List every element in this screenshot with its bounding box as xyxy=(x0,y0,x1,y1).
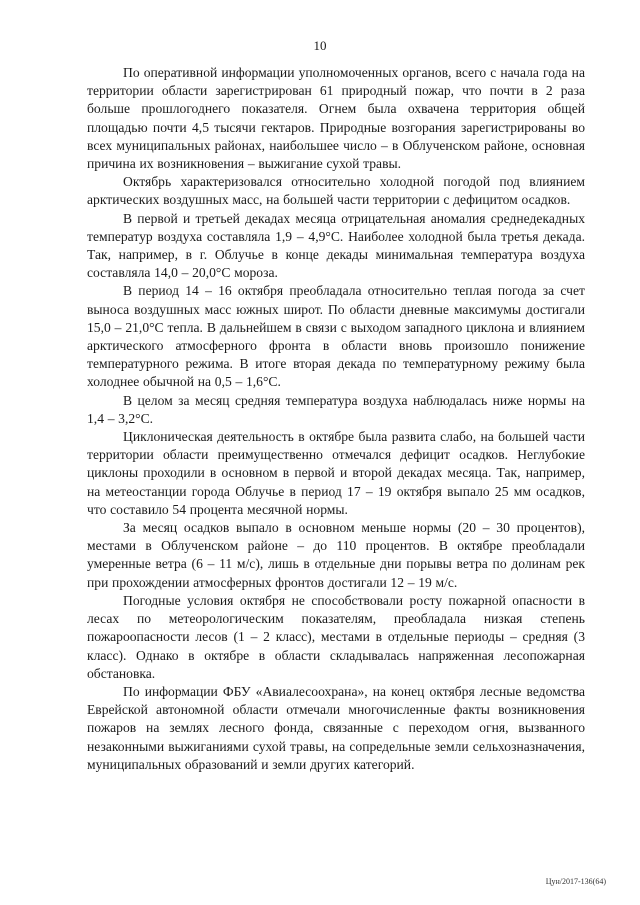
paragraph-precipitation-wind: За месяц осадков выпало в основном меньше нормы (20 – 30 процентов), местами в Облученском районе – до 110 процентов. В октябре преобладали умеренные ветра (6 – 11 м/с), лишь в отдельные дни порывы ветра по долинам рек при прохождении атмосферных фронтов достигали 12 – 19 м/с. xyxy=(87,520,585,590)
paragraph-october-overview: Октябрь характеризовался относительно холодной погодой под влиянием арктических воздушных масс, на большей части территории с дефицитом осадков. xyxy=(87,174,585,208)
paragraph-fire-statistics: По оперативной информации уполномоченных органов, всего с начала года на территории области зарегистрирован 61 природный пожар, что почти в 2 раза больше прошлогоднего показателя. Огнем была охвачена территория общей площадью почти 4,5 тысячи гектаров. Природные возгорания зарегистрированы во всех муниципальных районах, наибольшее число – в Облученском районе, основная причина их возникновения – выжигание сухой травы. xyxy=(87,65,585,172)
document-body xyxy=(87,64,585,774)
paragraph-avialesookhrana: По информации ФБУ «Авиалесоохрана», на конец октября лесные ведомства Еврейской автономной области отмечали многочисленные факты возникновения пожаров на землях лесного фонда, связанные с переходом огня, вызванного незаконными выжиганиями сухой травы, на сопредельные земли сельхозназначения, муниципальных образований и земли других категорий. xyxy=(87,683,585,772)
page-number: 10 xyxy=(313,38,327,53)
document-code: Цун/2017-136(64) xyxy=(545,877,606,886)
paragraph-fire-danger: Погодные условия октября не способствовали росту пожарной опасности в лесах по метеорологическим показателям, преобладала низкая степень пожароопасности лесов (1 – 2 класс), местами в отдельные периоды – средняя (3 класс). Однако в октябре в области складывалась напряженная лесопожарная обстановка. xyxy=(87,592,585,681)
paragraph-warm-period: В период 14 – 16 октября преобладала относительно теплая погода за счет выноса воздушных масс южных широт. По области дневные максимумы достигали 15,0 – 21,0°С тепла. В дальнейшем в связи с выходом западного циклона и влиянием арктического атмосферного фронта в области вновь произошло понижение температурного режима. В итоге вторая декада по температурному режиму была холоднее обычной на 0,5 – 1,6°С. xyxy=(87,283,585,390)
paragraph-monthly-average: В целом за месяц средняя температура воздуха наблюдалась ниже нормы на 1,4 – 3,2°С. xyxy=(87,392,585,426)
paragraph-temperature-anomaly: В первой и третьей декадах месяца отрицательная аномалия среднедекадных температур воздуха составляла 1,9 – 4,9°С. Наиболее холодной была третья декада. Так, например, в г. Облучье в конце декады минимальная температура воздуха составляла 14,0 – 20,0°С мороза. xyxy=(87,210,585,281)
paragraph-cyclonic-activity: Циклоническая деятельность в октябре была развита слабо, на большей части территории области преимущественно отмечался дефицит осадков. Неглубокие циклоны проходили в основном в первой и второй декадах месяца. Так, например, на метеостанции города Облучье в период 17 – 19 октября выпало 25 мм осадков, что составило 54 процента месячной нормы. xyxy=(87,429,585,517)
